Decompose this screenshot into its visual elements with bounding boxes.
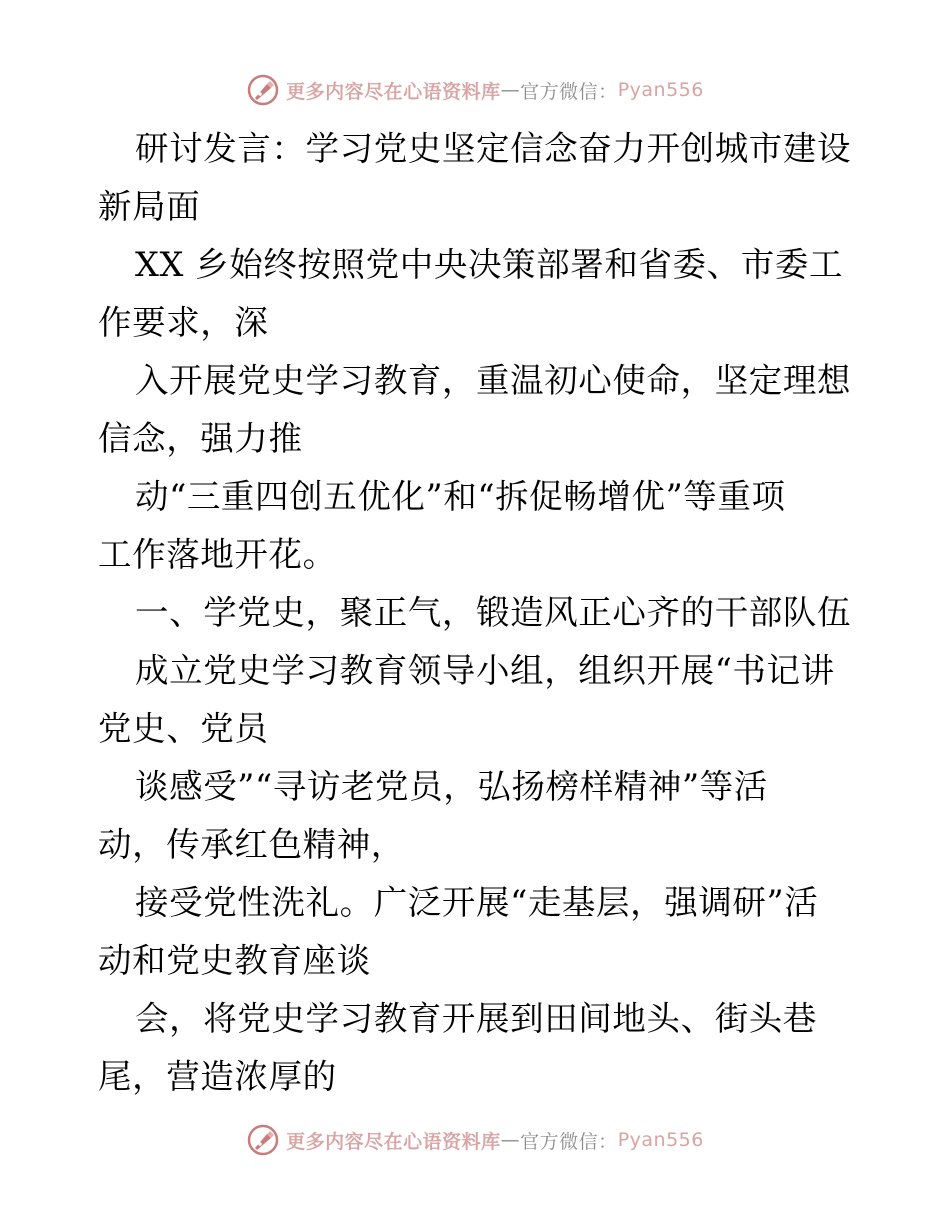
paragraph-line: 作要求，深 <box>98 303 269 342</box>
section-heading <box>98 584 858 642</box>
document-title <box>98 120 858 236</box>
watermark-contact-id: Pyan556 <box>617 1129 704 1151</box>
paragraph-line: XX 乡始终按照党中央决策部署和省委、市委工 <box>135 245 844 284</box>
document-content <box>98 120 858 1106</box>
header-watermark <box>0 70 950 110</box>
watermark-contact-label: 官方微信： <box>520 1130 618 1153</box>
paragraph-line: 党史、党员 <box>98 709 269 748</box>
paragraph-line: 会，将党史学习教育开展到田间地头、街头巷 <box>135 999 817 1038</box>
paragraph <box>98 758 858 874</box>
title-line-1: 研讨发言：学习党史坚定信念奋力开创城市建设 <box>135 129 852 168</box>
paragraph <box>98 236 858 352</box>
paragraph-line: 成立党史学习教育领导小组，组织开展“书记讲 <box>135 651 835 690</box>
paragraph <box>98 468 858 584</box>
paragraph-line: 动“三重四创五优化”和“拆促畅增优”等重项 <box>135 477 786 516</box>
paragraph-line: 信念，强力推 <box>98 419 303 458</box>
paragraph-line: 工作落地开花。 <box>98 535 337 574</box>
pen-nib-logo-icon <box>246 73 280 107</box>
paragraph <box>98 642 858 758</box>
paragraph <box>98 874 858 990</box>
paragraph-line: 尾，营造浓厚的 <box>98 1057 337 1096</box>
watermark-contact-id: Pyan556 <box>617 79 704 101</box>
paragraph <box>98 990 858 1106</box>
title-line-2: 新局面 <box>98 187 201 226</box>
paragraph <box>98 352 858 468</box>
watermark-separator: — <box>500 1129 521 1151</box>
heading-line: 一、学党史，聚正气，锻造风正心齐的干部队伍 <box>135 593 852 632</box>
watermark-brand: 更多内容尽在心语资料库 <box>286 1130 501 1153</box>
paragraph-line: 接受党性洗礼。广泛开展“走基层，强调研”活 <box>135 883 819 922</box>
watermark-separator: — <box>500 79 521 101</box>
footer-watermark <box>0 1120 950 1160</box>
pen-nib-logo-icon <box>246 1123 280 1157</box>
watermark-brand: 更多内容尽在心语资料库 <box>286 80 501 103</box>
paragraph-line: 谈感受”“寻访老党员，弘扬榜样精神”等活 <box>135 767 768 806</box>
paragraph-line: 动和党史教育座谈 <box>98 941 371 980</box>
paragraph-line: 动，传承红色精神， <box>98 825 405 864</box>
watermark-contact-label: 官方微信： <box>520 80 618 103</box>
paragraph-line: 入开展党史学习教育，重温初心使命，坚定理想 <box>135 361 852 400</box>
